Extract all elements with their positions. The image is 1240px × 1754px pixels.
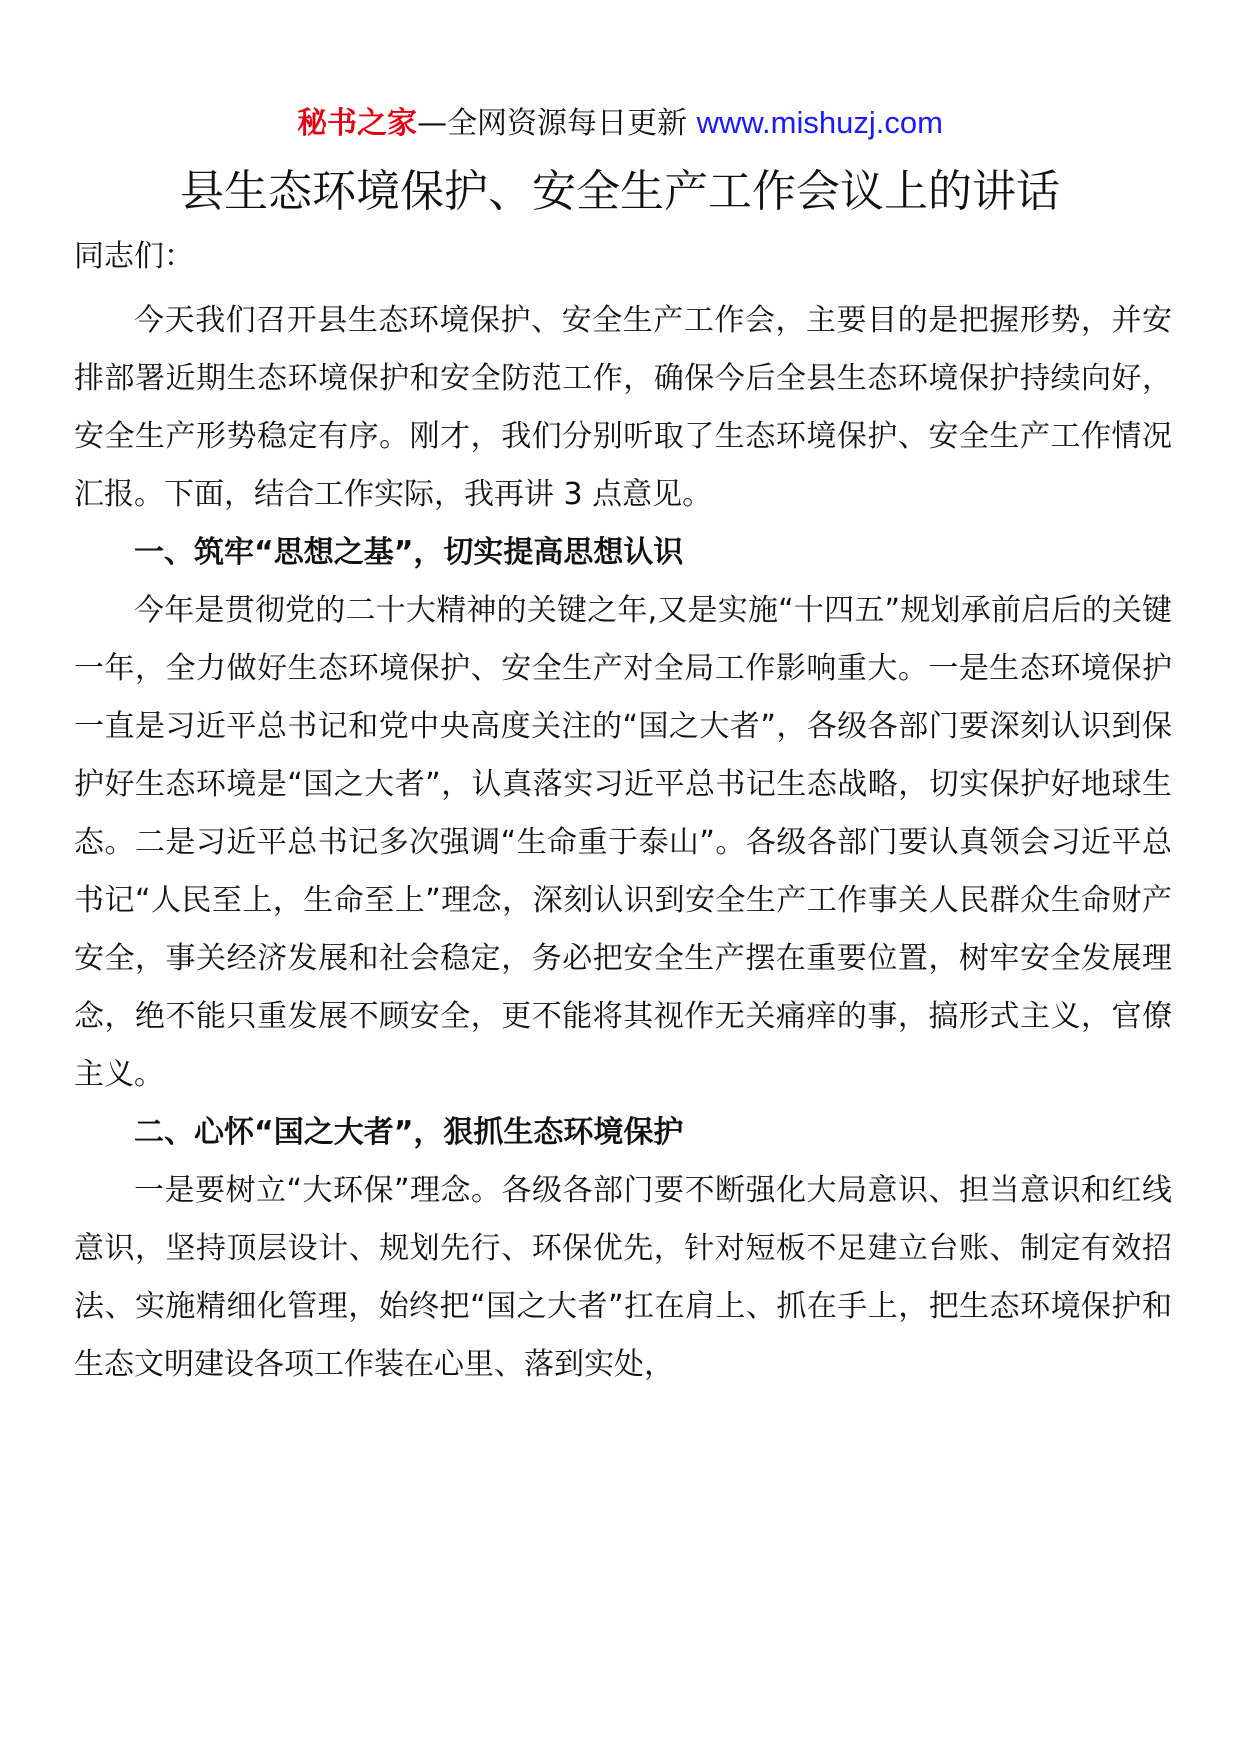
intro-paragraph: 今天我们召开县生态环境保护、安全生产工作会，主要目的是把握形势，并安排部署近期生态环境保护和安全防范工作，确保今后全县生态环境保护持续向好，安全生产形势稳定有序。刚才，我们分别听取了生态环境保护、安全生产工作情况汇报。下面，结合工作实际，我再讲 3 点意见。 — [74, 303, 1172, 512]
section-1-heading: 一、筑牢“思想之基”，切实提高思想认识 — [134, 535, 684, 570]
site-banner — [0, 100, 1240, 147]
banner-tagline: —全网资源每日更新 — [417, 106, 697, 141]
section-2-heading: 二、心怀“国之大者”，狠抓生态环境保护 — [134, 1115, 684, 1150]
section-1-paragraph: 今年是贯彻党的二十大精神的关键之年,又是实施“十四五”规划承前启后的关键一年，全力做好生态环境保护、安全生产对全局工作影响重大。一是生态环境保护一直是习近平总书记和党中央高度关注的“国之大者”，各级各部门要深刻认识到保护好生态环境是“国之大者”，认真落实习近平总书记生态战略，切实保护好地球生态。二是习近平总书记多次强调“生命重于泰山”。各级各部门要认真领会习近平总书记“人民至上，生命至上”理念，深刻认识到安全生产工作事关人民群众生命财产安全，事关经济发展和社会稳定，务必把安全生产摆在重要位置，树牢安全发展理念，绝不能只重发展不顾安全，更不能将其视作无关痛痒的事，搞形式主义，官僚主义。 — [74, 593, 1172, 1092]
document-body — [74, 228, 1172, 1394]
salutation: 同志们： — [74, 239, 194, 274]
document-title: 县生态环境保护、安全生产工作会议上的讲话 — [180, 166, 1060, 217]
brand-name: 秘书之家 — [297, 106, 418, 141]
section-2-paragraph: 一是要树立“大环保”理念。各级各部门要不断强化大局意识、担当意识和红线意识，坚持顶层设计、规划先行、环保优先，针对短板不足建立台账、制定有效招法、实施精细化管理，始终把“国之大者”扛在肩上、抓在手上，把生态环境保护和生态文明建设各项工作装在心里、落到实处， — [74, 1173, 1172, 1382]
website-link[interactable]: www.mishuzj.com — [696, 105, 943, 140]
